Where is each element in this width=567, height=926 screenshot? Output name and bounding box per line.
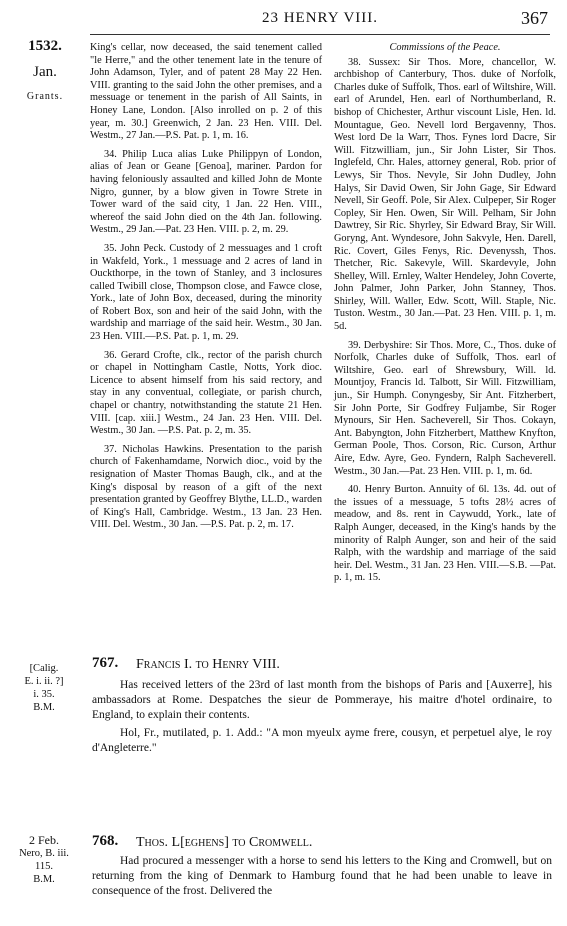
grant-entry-40: 40. Henry Burton. Annuity of 6l. 13s. 4d. out of the issues of a messuage, 5 tofts 28½ acres of meadow, and 8s. rent in Caywudd, York., late of Ralph Aunger, deceased, in the King's hands by the minority of Ralph Aunger, son and heir of the said Ralph, with the wardship and marriage of the said heir. Del. Westm., 31 Jan. 23 Hen. VIII.—S.B. —Pat. p. 1, m. 15. [334,484,556,584]
section-text: Has received letters of the 23rd of last month from the bishops of Paris and [Auxerre], his ambassadors at Rome. Despatches the sieur de Pommeraye, his maitre d'hotel ordinaire, to England, to explain their contents. [92,679,552,721]
section-notes: Hol, Fr., mutilated, p. 1. Add.: "A mon myeulx ayme frere, cousyn, et perpetuel alye, le roy d'Angleterre." [92,727,552,754]
margin-line: B.M. [33,874,55,885]
commissions-heading: Commissions of the Peace. [389,42,501,53]
grant-entry-37: 37. Nicholas Hawkins. Presentation to the parish church of Fakenhamdame, Norwich dioc., void by the resignation of Master Thomas Baugh, clk., and at the King's disposal by reason of a gift of the next presentation granted by Geoffrey Blythe, LL.D., warden of King's Hall, Cambridge. Westm., 13 Jan. 23 Hen. VIII. Del. Westm., 30 Jan. —P.S. Pat. p. 2, m. 17. [90,443,322,531]
section-body [92,854,552,899]
margin-line: B.M. [33,702,55,713]
header-rule [90,34,550,35]
grant-entry-34: 34. Philip Luca alias Luke Philippyn of London, alias of Jean or Geane [Genoa], mariner. Pardon for having feloniously assaulted and killed John de Monte Nigro, gunner, by a blow given in Towre Strete in Tower ward of the said city, 1 Jan. 22 Hen. VIII., whereof the said John died on the 4th Jan. following. Westm., 29 Jan.—Pat. 23 Hen. VIII. p. 2, m. 29. [90,148,322,236]
section-number: 767. [92,655,119,671]
margin-line: [Calig. [29,663,59,674]
section-text: Had procured a messenger with a horse to send his letters to the King and Cromwell, but on returning from the king of Denmark to Hamburg found that he had been unable to leave in consequence of the frost. Delivered the [92,855,552,897]
margin-section: Grants. [26,91,64,102]
margin-year: 1532. [28,38,62,54]
running-title: 23 HENRY VIII. [261,10,379,26]
section-body [92,678,552,756]
section-767-margin [4,662,84,714]
section-768-margin [4,834,84,886]
grant-entry-continued: King's cellar, now deceased, the said tenement called "le Herre," and the other tenement late in the tenure of John Adamson, Tyler, and of patent 28 May 22 Hen. VIII. granting to the said John the other premises, and a messuage or tenement in the parish of All Saints, in Honey Lane, London. [Also inrolled on p. 2 of this year, m. 30.] Greenwich, 2 Jan. 23 Hen. VIII. Del. Westm., 27 Jan.—P.S. Pat. p. 1, m. 16. [90,42,322,142]
section-number: 768. [92,833,119,849]
grant-entry-39: 39. Derbyshire: Sir Thos. More, C., Thos. duke of Norfolk, Charles duke of Suffolk, Thos. earl of Wiltshire, Geo. earl of Shrewsbury, Will. ld. Mountjoy, Francis ld. Talbott, Sir Will. Fitzwilliam, jun., Sir Humph. Conyngesby, Sir Ant. Fitzherbert, Sir John Porte, Sir Godfrey Fuljambe, Sir Roger Mynours, Sir Hen. Sacheverell, Sir Thos. Cokayn, Ant. Babyngton, John Fitzherbert, Matthew Knyfton, German Poole, Thos. Corson, Ric. Curson, Arthur Aire, Edw. Ayre, Geo. Fyndern, Ralph Sacheverell. Westm., 30 Jan.—Pat. 23 Hen. VIII. p. 1, m. 6d. [334,339,556,477]
margin-line: 115. [35,861,53,872]
left-column [90,42,322,538]
margin-line: i. 35. [33,689,55,700]
margin-month: Jan. [33,64,57,80]
section-title: Francis I. to Henry VIII. [136,657,280,672]
page-number: 367 [521,8,548,28]
margin-date: 2 Feb. [29,833,59,847]
running-header [90,6,550,32]
grant-entry-35: 35. John Peck. Custody of 2 messuages and 1 croft in Wakfeld, York., 1 messuage and 2 acres of land in Ouckthorpe, in the town of Stanley, and 3 inclosures called Twibill close, Thompson close, and Fawce close, York., late of John Box, deceased, during the minority of Robert Box, son and heir of the said John, with the wardship and marriage of the said heir. Westm., 30 Jan. 23 Hen. VIII.—P.S. Pat. p. 1, m. 29. [90,242,322,343]
margin-line: Nero, B. iii. [19,848,69,859]
grant-entry-36: 36. Gerard Crofte, clk., rector of the parish church or chapel in Nottingham Castle, Notts, York dioc. Licence to absent himself from his said rectory, and stay in any conventual, collegiate, or parish church, chapel or chantry, notwithstanding the statute 21 Hen. VIII. [cap. xiii.] Westm., 24 Jan. 23 Hen. VIII. Del. Westm., 30 Jan. —P.S. Pat. p. 2, m. 35. [90,349,322,437]
margin-line: E. i. ii. ?] [24,676,64,687]
section-title: Thos. L[eghens] to Cromwell. [136,835,313,850]
grant-entry-38: 38. Sussex: Sir Thos. More, chancellor, W. archbishop of Canterbury, Thos. duke of Norfolk, Charles duke of Suffolk, Thos. earl of Wiltshire, Will. earl of Arundel, Hen. earl of Northumberland, R. bishop of Chichester, Arthur viscount Lisle, Hen. ld. Mountague, Geo. Nevell lord Bergavenny, Thos. West lord De la Warr, Thos. Fynes lord Dacre, Sir Will. Fitzwilliam, jun., Sir John Lister, Sir Thos. Inglefeld, Chr. Hales, attorney general, Rob. prior of Lewys, Sir Thos. Nevyle, Sir John Dudley, John Halys, Sir David Owen, Sir John Gage, Sir Edward Nevell, Sir Geoff. Pole, Sir Alex. Culpeper, Sir Roger Copley, Sir Hen. Owen, Sir Will. Pelham, Sir John Dawtrey, Sir Ric. Shyrley, Sir Edward Bray, Sir Will. Goryng, Ant. Wyndesore, John Sakvyle, Hen. Darell, Ric. Covert, Giles Fenys, Ric. Devenyssh, Thos. Thetcher, Ric. Sakevyle, Will. Skardevyle, John Shelley, Will. Ernley, Walter Hendeley, John Coverte, John Palmer, John Parker, John Stanney, Thos. Shirley, Will. Waller, Edw. Scott, Will. Staple, Nic. Tuston. Westm., 30 Jan.—Pat. 23 Hen. VIII. p. 1, m. 5d. [334,56,556,333]
right-column [334,42,556,591]
